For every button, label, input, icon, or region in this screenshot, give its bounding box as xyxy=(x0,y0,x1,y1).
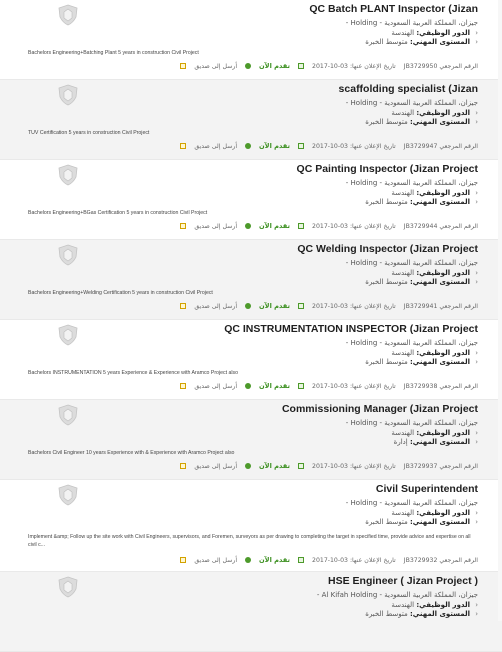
mail-icon xyxy=(180,303,186,309)
apply-arrow-icon xyxy=(245,557,251,563)
level-value: إدارة xyxy=(393,438,408,447)
calendar-icon xyxy=(298,63,304,69)
apply-now-button[interactable]: تقدم الآن xyxy=(259,142,291,150)
calendar-icon xyxy=(298,303,304,309)
job-meta: جيزان، المملكة العربية السعودية - Holding - ‹الدور الوظيفي: الهندسة ‹المستوى المهني: متوسط الخبرة xyxy=(345,99,478,127)
chevron-left-icon: ‹ xyxy=(475,268,478,277)
location-text: جيزان، المملكة العربية السعودية xyxy=(384,419,478,427)
level-value: متوسط الخبرة xyxy=(365,358,408,367)
company-logo xyxy=(40,4,96,34)
chevron-left-icon: ‹ xyxy=(475,600,478,609)
posted-date: تاريخ الإعلان عنها: 03-10-2017 xyxy=(312,142,396,150)
posted-date: تاريخ الإعلان عنها: 03-10-2017 xyxy=(312,556,396,564)
level-label: المستوى المهني: xyxy=(409,358,470,367)
job-title-link[interactable]: Civil Superintendent xyxy=(375,483,478,495)
level-value: متوسط الخبرة xyxy=(365,118,408,127)
apply-now-button[interactable]: تقدم الآن xyxy=(259,556,291,564)
chevron-left-icon: ‹ xyxy=(475,428,478,437)
location-text: جيزان، المملكة العربية السعودية xyxy=(384,591,478,599)
shield-logo-icon xyxy=(57,324,79,346)
job-meta: جيزان، المملكة العربية السعودية - Holding - ‹الدور الوظيفي: الهندسة ‹المستوى المهني: متوسط الخبرة xyxy=(345,179,478,207)
calendar-icon xyxy=(298,557,304,563)
company-name[interactable]: Holding - xyxy=(345,339,378,347)
apply-now-button[interactable]: تقدم الآن xyxy=(259,462,291,470)
job-title-link[interactable]: QC INSTRUMENTATION INSPECTOR (Jizan Project xyxy=(224,323,478,335)
calendar-icon xyxy=(298,463,304,469)
job-meta: جيزان، المملكة العربية السعودية - Holding - ‹الدور الوظيفي: الهندسة ‹المستوى المهني: إدارة xyxy=(345,419,478,447)
job-card xyxy=(0,0,502,80)
role-value: الهندسة xyxy=(391,188,415,197)
scrollbar[interactable] xyxy=(498,0,502,621)
reference: الرقم المرجعي JB3729932 xyxy=(403,556,478,564)
reference: الرقم المرجعي JB3729937 xyxy=(403,462,478,470)
location-text: جيزان، المملكة العربية السعودية xyxy=(384,179,478,187)
job-title-link[interactable]: QC Batch PLANT Inspector (Jizan xyxy=(309,3,478,15)
company-name[interactable]: Holding - xyxy=(345,19,378,27)
job-card xyxy=(0,320,502,400)
company-logo xyxy=(40,244,96,274)
job-footer xyxy=(180,222,478,230)
role-label: الدور الوظيفي: xyxy=(416,108,470,117)
job-card xyxy=(0,480,502,572)
shield-logo-icon xyxy=(57,84,79,106)
mail-icon xyxy=(180,143,186,149)
mail-icon xyxy=(180,463,186,469)
apply-arrow-icon xyxy=(245,223,251,229)
role-label: الدور الوظيفي: xyxy=(416,348,470,357)
apply-arrow-icon xyxy=(245,63,251,69)
send-to-friend-link[interactable]: أرسل إلى صديق xyxy=(194,222,238,230)
reference: الرقم المرجعي JB3729947 xyxy=(403,142,478,150)
chevron-left-icon: ‹ xyxy=(475,508,478,517)
level-label: المستوى المهني: xyxy=(409,38,470,47)
chevron-left-icon: ‹ xyxy=(475,188,478,197)
apply-now-button[interactable]: تقدم الآن xyxy=(259,222,291,230)
job-footer xyxy=(180,62,478,70)
company-logo xyxy=(40,164,96,194)
company-name[interactable]: Holding - xyxy=(345,99,378,107)
reference: الرقم المرجعي JB3729950 xyxy=(403,62,478,70)
mail-icon xyxy=(180,383,186,389)
chevron-left-icon: ‹ xyxy=(475,518,478,527)
level-label: المستوى المهني: xyxy=(409,438,470,447)
role-label: الدور الوظيفي: xyxy=(416,268,470,277)
job-title-link[interactable]: HSE Engineer ( Jizan Project ) xyxy=(328,575,478,587)
apply-now-button[interactable]: تقدم الآن xyxy=(259,62,291,70)
job-card xyxy=(0,160,502,240)
job-footer xyxy=(180,142,478,150)
level-label: المستوى المهني: xyxy=(409,278,470,287)
role-label: الدور الوظيفي: xyxy=(416,28,470,37)
reference: الرقم المرجعي JB3729944 xyxy=(403,222,478,230)
company-name[interactable]: Al Kifah Holding - xyxy=(316,591,378,599)
level-value: متوسط الخبرة xyxy=(365,278,408,287)
job-footer xyxy=(180,302,478,310)
apply-now-button[interactable]: تقدم الآن xyxy=(259,382,291,390)
calendar-icon xyxy=(298,143,304,149)
job-description: Bachelors INSTRUMENTATION 5 years Experience & Experience with Aramco Project also xyxy=(28,370,238,376)
reference: الرقم المرجعي JB3729941 xyxy=(403,302,478,310)
job-meta: جيزان، المملكة العربية السعودية - Holding - ‹الدور الوظيفي: الهندسة ‹المستوى المهني: متوسط الخبرة xyxy=(345,19,478,47)
role-value: الهندسة xyxy=(391,28,415,37)
reference: الرقم المرجعي JB3729938 xyxy=(403,382,478,390)
posted-date: تاريخ الإعلان عنها: 03-10-2017 xyxy=(312,222,396,230)
company-name[interactable]: Holding - xyxy=(345,499,378,507)
job-meta: جيزان، المملكة العربية السعودية - Al Kifah Holding - ‹الدور الوظيفي: الهندسة ‹المستوى المهني: متوسط الخبرة xyxy=(316,591,478,619)
job-meta: جيزان، المملكة العربية السعودية - Holding - ‹الدور الوظيفي: الهندسة ‹المستوى المهني: متوسط الخبرة xyxy=(345,259,478,287)
chevron-left-icon: ‹ xyxy=(475,38,478,47)
send-to-friend-link[interactable]: أرسل إلى صديق xyxy=(194,142,238,150)
role-value: الهندسة xyxy=(391,428,415,437)
job-title-link[interactable]: Commissioning Manager (Jizan Project xyxy=(281,403,478,415)
level-value: متوسط الخبرة xyxy=(365,38,408,47)
calendar-icon xyxy=(298,223,304,229)
role-label: الدور الوظيفي: xyxy=(416,428,470,437)
send-to-friend-link[interactable]: أرسل إلى صديق xyxy=(194,302,238,310)
company-name[interactable]: Holding - xyxy=(345,259,378,267)
role-value: الهندسة xyxy=(391,268,415,277)
company-logo xyxy=(40,576,96,606)
job-footer xyxy=(180,462,478,470)
mail-icon xyxy=(180,223,186,229)
job-description: Bachelors Engineering+Welding Certification 5 years in construction Civil Project xyxy=(28,290,213,296)
role-value: الهندسة xyxy=(391,600,415,609)
calendar-icon xyxy=(298,383,304,389)
chevron-left-icon: ‹ xyxy=(475,278,478,287)
job-description: TUV Certification 5 years in construction Civil Project xyxy=(28,130,150,136)
job-meta: جيزان، المملكة العربية السعودية - Holding - ‹الدور الوظيفي: الهندسة ‹المستوى المهني: متوسط الخبرة xyxy=(345,499,478,527)
apply-arrow-icon xyxy=(245,463,251,469)
level-value: متوسط الخبرة xyxy=(365,198,408,207)
job-title-link[interactable]: QC Welding Inspector (Jizan Project xyxy=(297,243,478,255)
level-label: المستوى المهني: xyxy=(409,610,470,619)
posted-date: تاريخ الإعلان عنها: 03-10-2017 xyxy=(312,302,396,310)
company-logo xyxy=(40,324,96,354)
job-card xyxy=(0,572,502,652)
chevron-left-icon: ‹ xyxy=(475,348,478,357)
shield-logo-icon xyxy=(57,4,79,26)
chevron-left-icon: ‹ xyxy=(475,610,478,619)
location-text: جيزان، المملكة العربية السعودية xyxy=(384,99,478,107)
level-label: المستوى المهني: xyxy=(409,198,470,207)
send-to-friend-link[interactable]: أرسل إلى صديق xyxy=(194,462,238,470)
posted-date: تاريخ الإعلان عنها: 03-10-2017 xyxy=(312,62,396,70)
chevron-left-icon: ‹ xyxy=(475,118,478,127)
posted-date: تاريخ الإعلان عنها: 03-10-2017 xyxy=(312,462,396,470)
apply-arrow-icon xyxy=(245,383,251,389)
role-value: الهندسة xyxy=(391,348,415,357)
job-card xyxy=(0,400,502,480)
job-card xyxy=(0,80,502,160)
job-description: Bachelors Engineering+Batching Plant 5 years in construction Civil Project xyxy=(28,50,199,56)
location-text: جيزان، المملكة العربية السعودية xyxy=(384,339,478,347)
role-label: الدور الوظيفي: xyxy=(416,600,470,609)
job-title-link[interactable]: QC Painting Inspector (Jizan Project xyxy=(296,163,478,175)
send-to-friend-link[interactable]: أرسل إلى صديق xyxy=(194,382,238,390)
shield-logo-icon xyxy=(57,576,79,598)
job-card xyxy=(0,240,502,320)
shield-logo-icon xyxy=(57,164,79,186)
chevron-left-icon: ‹ xyxy=(475,28,478,37)
chevron-left-icon: ‹ xyxy=(475,438,478,447)
apply-arrow-icon xyxy=(245,143,251,149)
send-to-friend-link[interactable]: أرسل إلى صديق xyxy=(194,556,238,564)
apply-now-button[interactable]: تقدم الآن xyxy=(259,302,291,310)
role-label: الدور الوظيفي: xyxy=(416,508,470,517)
company-logo xyxy=(40,404,96,434)
mail-icon xyxy=(180,63,186,69)
mail-icon xyxy=(180,557,186,563)
company-logo xyxy=(40,84,96,114)
level-value: متوسط الخبرة xyxy=(365,518,408,527)
job-title-link[interactable]: scaffolding specialist (Jizan xyxy=(338,83,478,95)
level-label: المستوى المهني: xyxy=(409,518,470,527)
chevron-left-icon: ‹ xyxy=(475,358,478,367)
chevron-left-icon: ‹ xyxy=(475,198,478,207)
level-label: المستوى المهني: xyxy=(409,118,470,127)
company-name[interactable]: Holding - xyxy=(345,419,378,427)
company-logo xyxy=(40,484,96,514)
shield-logo-icon xyxy=(57,484,79,506)
job-meta: جيزان، المملكة العربية السعودية - Holding - ‹الدور الوظيفي: الهندسة ‹المستوى المهني: متوسط الخبرة xyxy=(345,339,478,367)
send-to-friend-link[interactable]: أرسل إلى صديق xyxy=(194,62,238,70)
location-text: جيزان، المملكة العربية السعودية xyxy=(384,259,478,267)
shield-logo-icon xyxy=(57,404,79,426)
job-footer xyxy=(180,382,478,390)
apply-arrow-icon xyxy=(245,303,251,309)
job-description: Bachelors Civil Engineer 10 years Experience with & Experience with Aramco Project also xyxy=(28,450,235,456)
role-value: الهندسة xyxy=(391,108,415,117)
job-footer xyxy=(180,556,478,564)
role-label: الدور الوظيفي: xyxy=(416,188,470,197)
level-value: متوسط الخبرة xyxy=(365,610,408,619)
shield-logo-icon xyxy=(57,244,79,266)
job-description: Implement &amp; Follow up the site work with Civil Engineers, supervisors, and Foremen, surveyors as per drawing to completing the target in specified time, provide advice and expertise on all civil c... xyxy=(28,534,471,548)
company-name[interactable]: Holding - xyxy=(345,179,378,187)
location-text: جيزان، المملكة العربية السعودية xyxy=(384,499,478,507)
role-value: الهندسة xyxy=(391,508,415,517)
location-text: جيزان، المملكة العربية السعودية xyxy=(384,19,478,27)
posted-date: تاريخ الإعلان عنها: 03-10-2017 xyxy=(312,382,396,390)
chevron-left-icon: ‹ xyxy=(475,108,478,117)
job-description: Bachelors Engineering+BGas Certification 5 years in construction Civil Project xyxy=(28,210,208,216)
